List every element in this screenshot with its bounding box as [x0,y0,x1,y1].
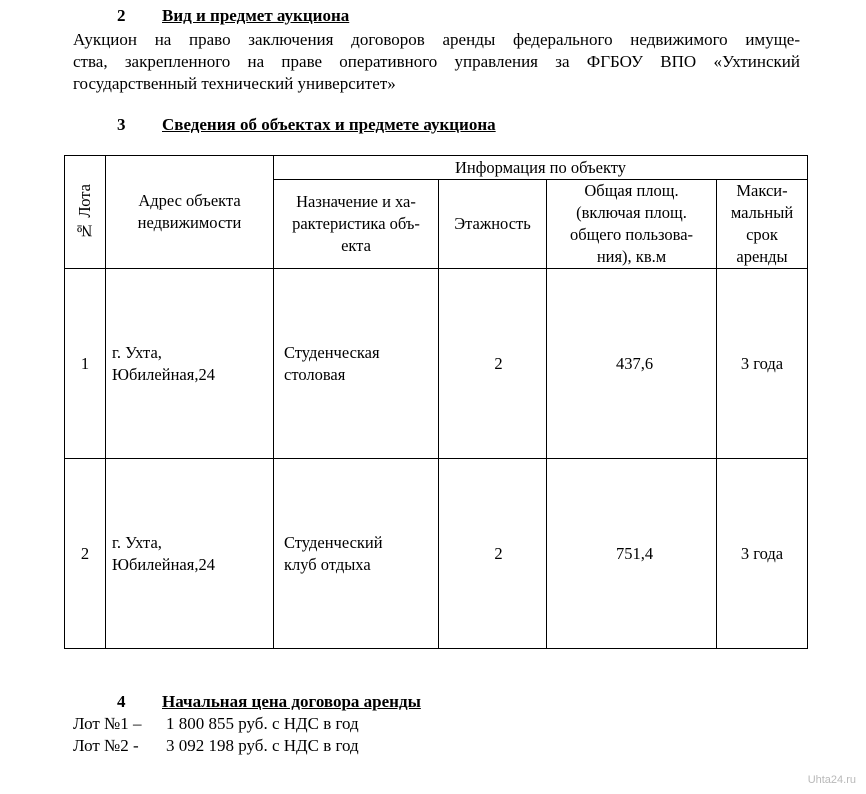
object-info-header: Информация по объекту [274,156,808,180]
lot-number-header [65,156,106,269]
lot-number-cell: 1 [65,269,106,459]
purpose-line: Студенческая [284,342,380,362]
table-header-row [65,156,808,180]
section-3-number: 3 [117,115,126,134]
address-header [106,156,274,269]
address-line: г. Ухта, [112,532,162,552]
purpose-cell [274,459,439,649]
area-cell: 751,4 [547,459,717,649]
lot-number-cell: 2 [65,459,106,649]
section-3-heading [0,115,866,137]
address-cell [106,459,274,649]
address-cell [106,269,274,459]
purpose-line: Студенческий [284,532,383,552]
purpose-header [274,180,439,269]
price-line [73,735,359,757]
section-2-heading [0,6,866,28]
price-value: 3 092 198 руб. с НДС в год [166,736,359,755]
site-watermark: Uhta24.ru [807,774,856,786]
purpose-line: столовая [284,364,346,384]
section-4-number: 4 [117,692,126,711]
table-row [65,459,808,649]
area-cell: 437,6 [547,269,717,459]
price-lot-label: Лот №2 - [73,736,139,755]
section-2-title: Вид и предмет аукциона [162,6,350,25]
address-line: г. Ухта, [112,342,162,362]
price-value: 1 800 855 руб. с НДС в год [166,714,359,733]
address-line: Юбилейная,24 [112,554,215,574]
objects-table [64,155,808,649]
table-row [65,269,808,459]
section-2-paragraph [73,29,800,95]
paragraph-line: ства, закрепленного на праве оперативного управления за ФГБОУ ВПО «Ухтинский [73,52,800,71]
price-line [73,713,359,735]
floors-cell: 2 [439,269,547,459]
area-header-text: Общая площ. (включая площ. общего пользова-ния), кв.м [569,181,694,266]
area-header [547,180,717,269]
section-3-title: Сведения об объектах и предмете аукциона [162,115,496,134]
address-line: Юбилейная,24 [112,364,215,384]
section-4-heading [0,692,866,714]
section-2-number: 2 [117,6,126,25]
max-term-header [717,180,808,269]
address-header-text: Адрес объекта недвижимости [137,191,242,232]
floors-cell: 2 [439,459,547,649]
max-term-header-text: Макси-мальный срок аренды [730,181,794,266]
price-list [73,713,359,757]
purpose-header-text: Назначение и ха-рактеристика объ-екта [292,192,420,255]
floors-header: Этажность [439,180,547,269]
term-cell: 3 года [717,459,808,649]
purpose-line: клуб отдыха [284,554,371,574]
section-4-title: Начальная цена договора аренды [162,692,421,711]
paragraph-line: государственный технический университет» [73,74,396,93]
purpose-cell [274,269,439,459]
lot-number-header-text: № Лота [75,183,94,241]
term-cell: 3 года [717,269,808,459]
price-lot-label: Лот №1 – [73,714,142,733]
paragraph-line: Аукцион на право заключения договоров аренды федерального недвижимого имуще- [73,30,800,49]
